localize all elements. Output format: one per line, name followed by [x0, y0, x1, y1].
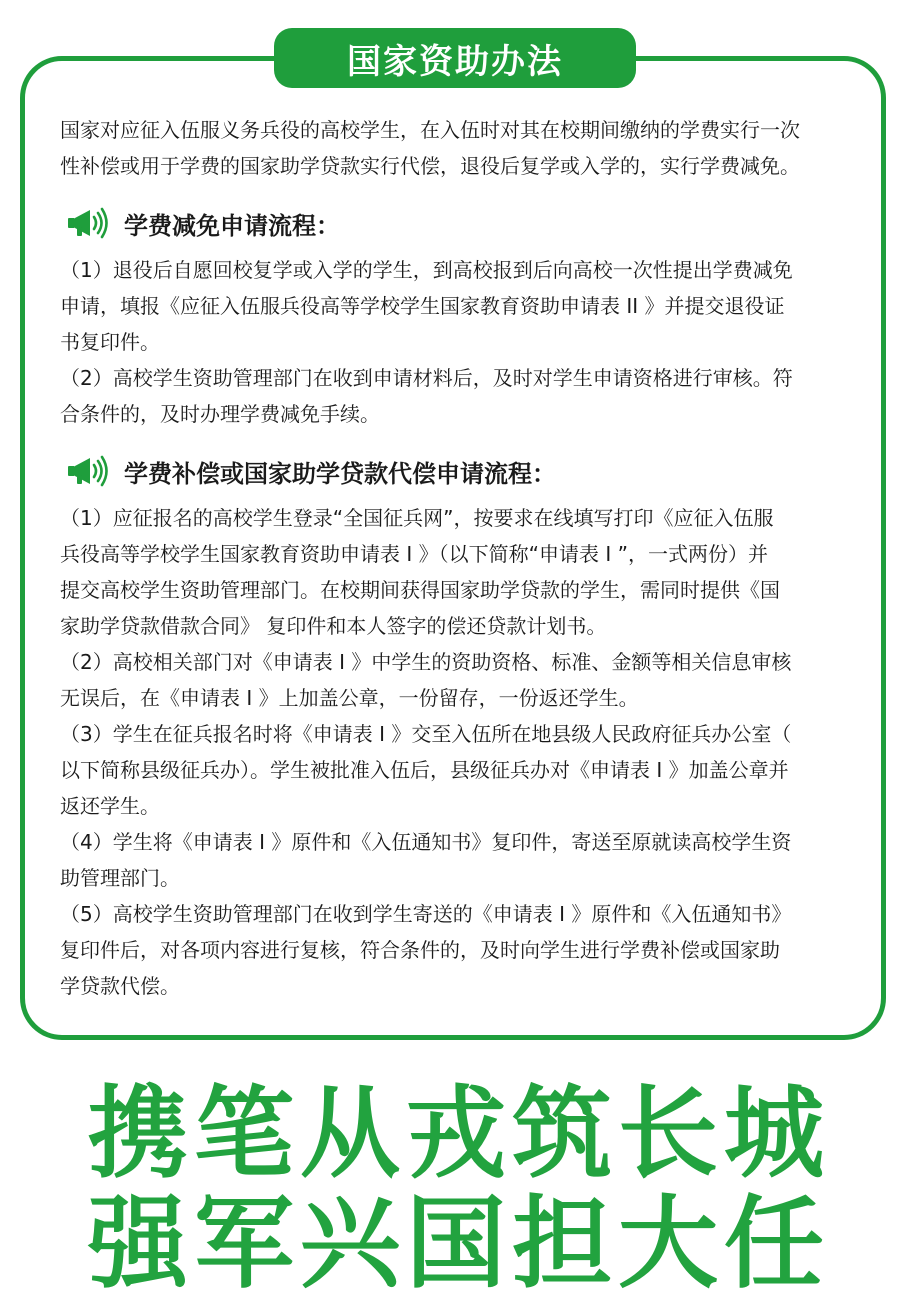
section-line: （2）高校相关部门对《申请表 I 》中学生的资助资格、标准、金额等相关信息审核	[60, 650, 792, 674]
section-body-fee-waiver	[60, 252, 860, 432]
megaphone-icon	[66, 453, 110, 489]
slogan-line-1: 携笔从戎筑长城	[88, 1074, 830, 1192]
section-heading-compensation	[60, 450, 860, 492]
megaphone-icon	[66, 205, 110, 241]
intro-line: 国家对应征入伍服义务兵役的高校学生，在入伍时对其在校期间缴纳的学费实行一次	[60, 118, 800, 142]
section-line: 学贷款代偿。	[60, 974, 180, 998]
section-line: 书复印件。	[60, 330, 160, 354]
section-body-compensation	[60, 500, 860, 1004]
section-heading-text: 学费减免申请流程：	[124, 211, 340, 240]
section-line: 助管理部门。	[60, 866, 180, 890]
card-content	[60, 112, 860, 1004]
section-line: 提交高校学生资助管理部门。在校期间获得国家助学贷款的学生，需同时提供《国	[60, 578, 780, 602]
section-line: 申请，填报《应征入伍服兵役高等学校学生国家教育资助申请表 II 》并提交退役证	[60, 294, 785, 318]
section-line: （3）学生在征兵报名时将《申请表 I 》交至入伍所在地县级人民政府征兵办公室（	[60, 722, 792, 746]
section-line: 无误后，在《申请表 I 》上加盖公章，一份留存，一份返还学生。	[60, 686, 639, 710]
section-line: 以下简称县级征兵办）。学生被批准入伍后，县级征兵办对《申请表 I 》加盖公章并	[60, 758, 789, 782]
section-line: 兵役高等学校学生国家教育资助申请表 I 》（以下简称“申请表 I ”，一式两份）并	[60, 542, 768, 566]
intro-line: 性补偿或用于学费的国家助学贷款实行代偿，退役后复学或入学的，实行学费减免。	[60, 154, 800, 178]
section-heading-text: 学费补偿或国家助学贷款代偿申请流程：	[124, 459, 556, 488]
section-line: （2）高校学生资助管理部门在收到申请材料后，及时对学生申请资格进行审核。符	[60, 366, 793, 390]
slogan-line-2: 强军兴国担大任	[88, 1184, 830, 1302]
section-heading-fee-waiver	[60, 202, 860, 244]
intro-paragraph	[60, 112, 860, 184]
section-line: （1）退役后自愿回校复学或入学的学生，到高校报到后向高校一次性提出学费减免	[60, 258, 793, 282]
section-line: （1）应征报名的高校学生登录“全国征兵网”，按要求在线填写打印《应征入伍服	[60, 506, 774, 530]
section-line: （4）学生将《申请表 I 》原件和《入伍通知书》复印件，寄送至原就读高校学生资	[60, 830, 792, 854]
card-title: 国家资助办法	[274, 28, 636, 88]
section-line: 家助学贷款借款合同》 复印件和本人签字的偿还贷款计划书。	[60, 614, 607, 638]
section-line: 返还学生。	[60, 794, 160, 818]
section-line: （5）高校学生资助管理部门在收到学生寄送的《申请表 I 》原件和《入伍通知书》	[60, 902, 792, 926]
section-line: 复印件后，对各项内容进行复核，符合条件的，及时向学生进行学费补偿或国家助	[60, 938, 780, 962]
section-line: 合条件的，及时办理学费减免手续。	[60, 402, 380, 426]
